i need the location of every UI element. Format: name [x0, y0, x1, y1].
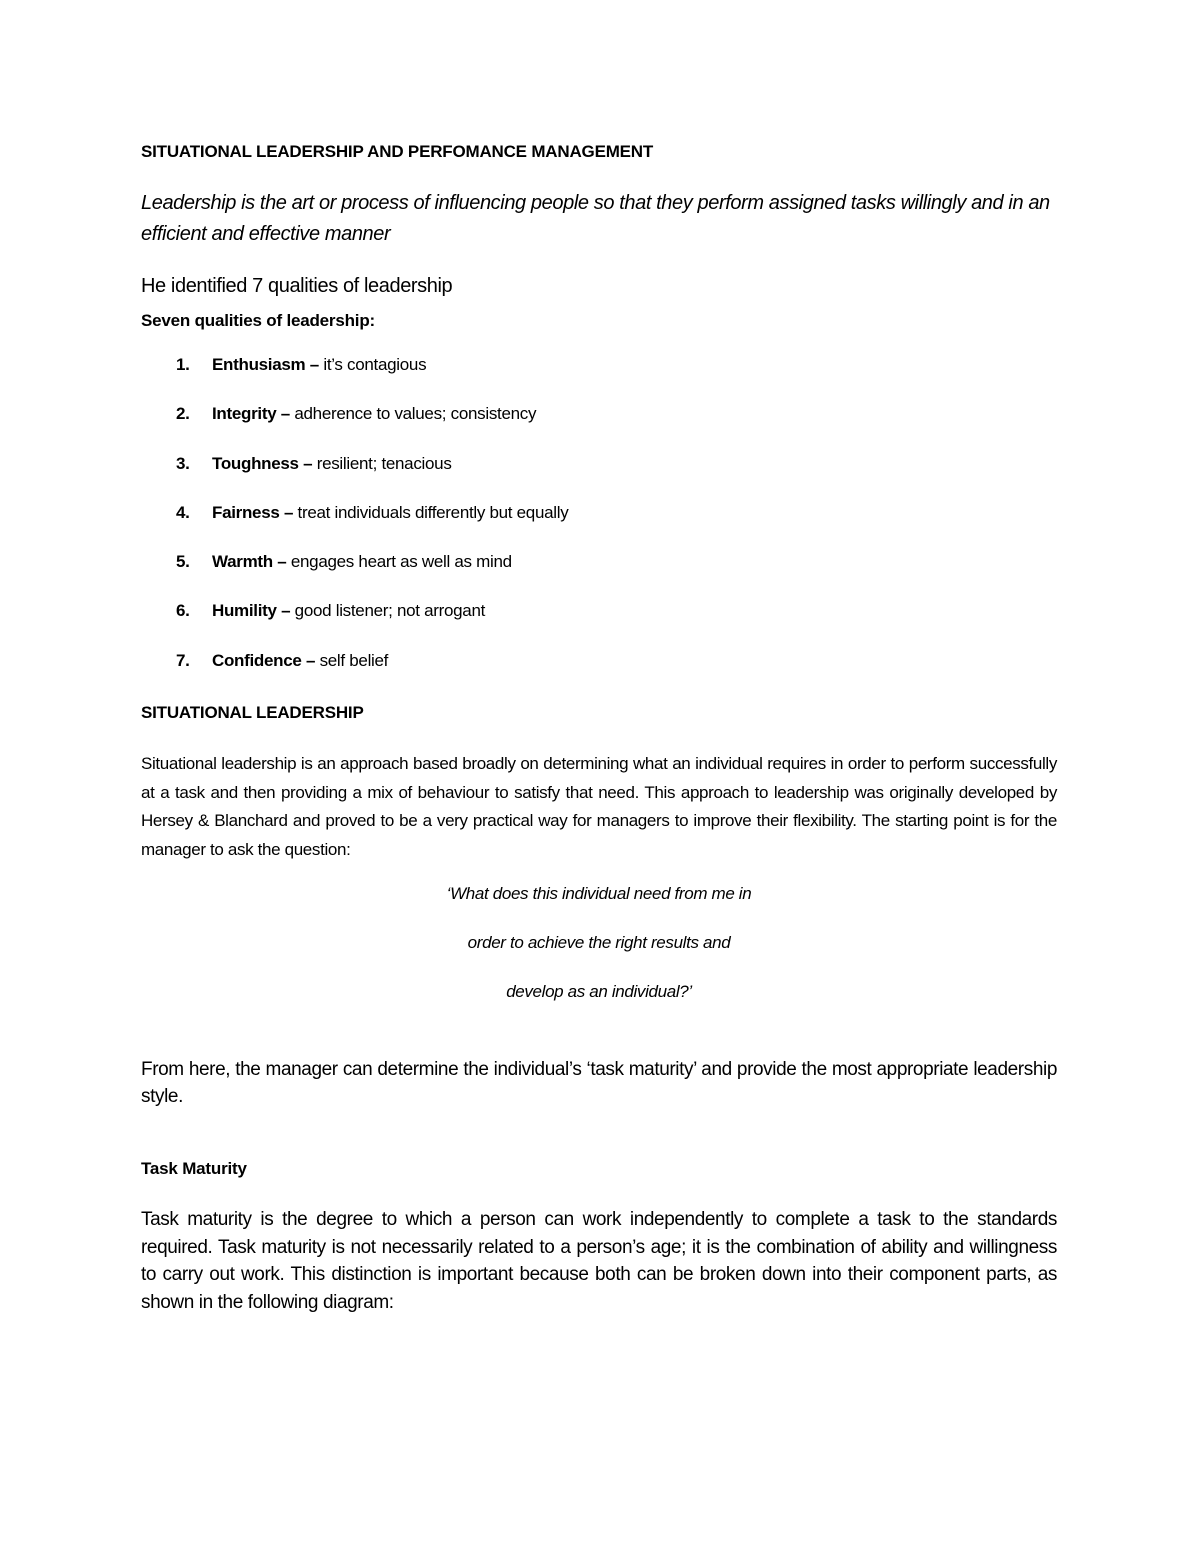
quality-description: it’s contagious: [323, 355, 427, 374]
quality-name-text: Fairness –: [212, 502, 298, 522]
from-here-paragraph: From here, the manager can determine the individual’s ‘task maturity’ and provide the most appropriate leadership style.: [141, 1059, 1057, 1107]
quality-number: 3.: [176, 453, 190, 473]
intro-sentence: He identified 7 qualities of leadership: [141, 275, 453, 297]
quality-description: resilient; tenacious: [316, 453, 452, 473]
quality-description: good listener; not arrogant: [294, 601, 486, 621]
task-maturity-heading: Task Maturity: [141, 1159, 247, 1178]
quality-name-text: Integrity –: [212, 404, 295, 424]
quality-name-text: Humility –: [212, 601, 295, 621]
quote-line: order to achieve the right results and: [467, 933, 731, 952]
quality-name-text: Enthusiasm –: [212, 355, 324, 374]
quality-name: [212, 601, 485, 621]
leadership-definition: Leadership is the art or process of influencing people so that they perform assigned tasks willingly and in an efficient and effective manner: [141, 192, 1050, 245]
quote-line: develop as an individual?’: [506, 982, 692, 1001]
quality-name-text: Warmth –: [212, 552, 291, 572]
task-maturity-paragraph: Task maturity is the degree to which a person can work independently to complete a task to the standards required. Task maturity is not necessarily related to a person’s age; it is the combination of ability and willingness to carry out work. This distinction is important because both can be broken down into their component parts, as shown in the following diagram:: [141, 1209, 1057, 1313]
document-title: SITUATIONAL LEADERSHIP AND PERFOMANCE MANAGEMENT: [141, 142, 654, 161]
qualities-heading: Seven qualities of leadership:: [141, 311, 375, 330]
quality-description: treat individuals differently but equally: [297, 502, 569, 522]
quality-description: adherence to values; consistency: [294, 404, 537, 424]
quality-name: [212, 404, 536, 424]
quality-number: 6.: [176, 601, 190, 621]
quality-name: [212, 552, 512, 572]
situational-paragraph: Situational leadership is an approach based broadly on determining what an individual requires in order to perform successfully at a task and then providing a mix of behaviour to satisfy that need. This approach to leadership was originally developed by Hersey & Blanchard and proved to be a very practical way for managers to improve their flexibility. The starting point is for the manager to ask the question:: [141, 754, 1057, 859]
quality-name: [212, 503, 568, 523]
situational-heading: SITUATIONAL LEADERSHIP: [141, 703, 364, 722]
quality-number: 2.: [176, 404, 190, 424]
quote-line: ‘What does this individual need from me in: [446, 884, 752, 903]
quality-name: [212, 355, 426, 375]
quality-number: 4.: [176, 502, 190, 522]
quality-number: 7.: [176, 650, 190, 670]
quality-number: 5.: [176, 552, 190, 572]
quality-name-text: Toughness –: [212, 453, 317, 473]
quality-name-text: Confidence –: [212, 650, 320, 670]
quality-name: [212, 454, 452, 474]
quality-description: self belief: [319, 650, 389, 670]
quality-name: [212, 651, 388, 671]
quality-number: 1.: [176, 355, 190, 374]
quality-description: engages heart as well as mind: [290, 552, 512, 572]
